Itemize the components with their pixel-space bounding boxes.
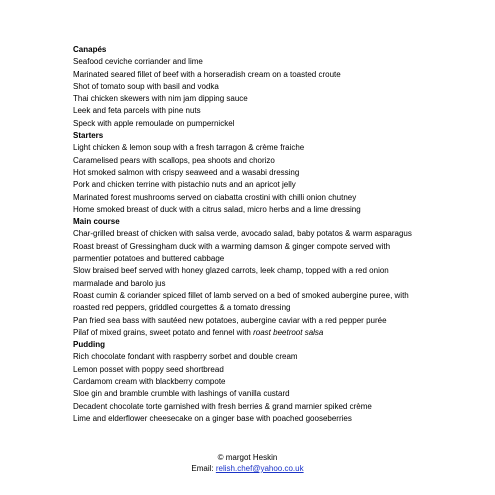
section-heading-main-course: Main course (73, 217, 120, 227)
email-link[interactable]: relish.chef@yahoo.co.uk (215, 464, 304, 473)
email-label: Email: (191, 464, 216, 473)
menu-item: Pork and chicken terrine with pistachio nuts and an apricot jelly (73, 180, 296, 190)
menu-item: Leek and feta parcels with pine nuts (73, 106, 201, 116)
email-line (0, 463, 495, 474)
copyright-text: © margot Heskin (217, 453, 278, 462)
menu-item: Roast breast of Gressingham duck with a warming damson & ginger compote served with parmentier potatoes and buttered cabbage (73, 241, 391, 264)
menu-item-text: Pilaf of mixed grains, sweet potato and fennel with (73, 327, 254, 337)
menu-item: Lime and elderflower cheesecake on a ginger base with poached gooseberries (73, 413, 352, 423)
menu-item: Seafood ceviche corriander and lime (73, 57, 203, 67)
menu-item: Speck with apple remoulade on pumpernickel (73, 118, 235, 128)
menu-item: Char-grilled breast of chicken with salsa verde, avocado salad, baby potatos & warm asparagus (73, 229, 412, 239)
menu-item: Slow braised beef served with honey glazed carrots, leek champ, topped with a red onion marmalade and barolo jus (73, 266, 389, 288)
menu-item: Thai chicken skewers with nim jam dipping sauce (73, 94, 248, 104)
menu-item: Light chicken & lemon soup with a fresh tarragon & crème fraiche (73, 143, 305, 153)
footer (0, 452, 495, 474)
menu-item: Lemon posset with poppy seed shortbread (73, 364, 224, 374)
menu-item: Roast cumin & coriander spiced fillet of lamb served on a bed of smoked aubergine puree, with roasted red peppers, griddled courgettes & a tomato dressing (73, 290, 409, 313)
section-heading-pudding: Pudding (73, 340, 105, 350)
menu-item: Home smoked breast of duck with a citrus salad, micro herbs and a lime dressing (73, 204, 361, 214)
menu-item: Caramelised pears with scallops, pea shoots and chorizo (73, 155, 275, 165)
menu-list (73, 44, 418, 425)
menu-item: Cardamom cream with blackberry compote (73, 377, 226, 387)
menu-item: Hot smoked salmon with crispy seaweed and a wasabi dressing (73, 167, 300, 177)
menu-item: Marinated forest mushrooms served on ciabatta crostini with chilli onion chutney (73, 192, 357, 202)
menu-item: Sloe gin and bramble crumble with lashings of vanilla custard (73, 389, 290, 399)
menu-item: Decadent chocolate torte garnished with fresh berries & grand marnier spiked crème (73, 401, 372, 411)
menu-item: Shot of tomato soup with basil and vodka (73, 81, 219, 91)
section-heading-starters: Starters (73, 131, 104, 141)
menu-item-italic-text: roast beetroot salsa (253, 327, 324, 337)
menu-item: Rich chocolate fondant with raspberry sorbet and double cream (73, 352, 298, 362)
section-heading-canapes: Canapés (73, 45, 107, 54)
menu-item-pilaf (73, 327, 418, 339)
menu-item: Marinated seared fillet of beef with a horseradish cream on a toasted croute (73, 69, 341, 79)
menu-item: Pan fried sea bass with sautéed new potatoes, aubergine caviar with a red pepper purée (73, 315, 387, 325)
